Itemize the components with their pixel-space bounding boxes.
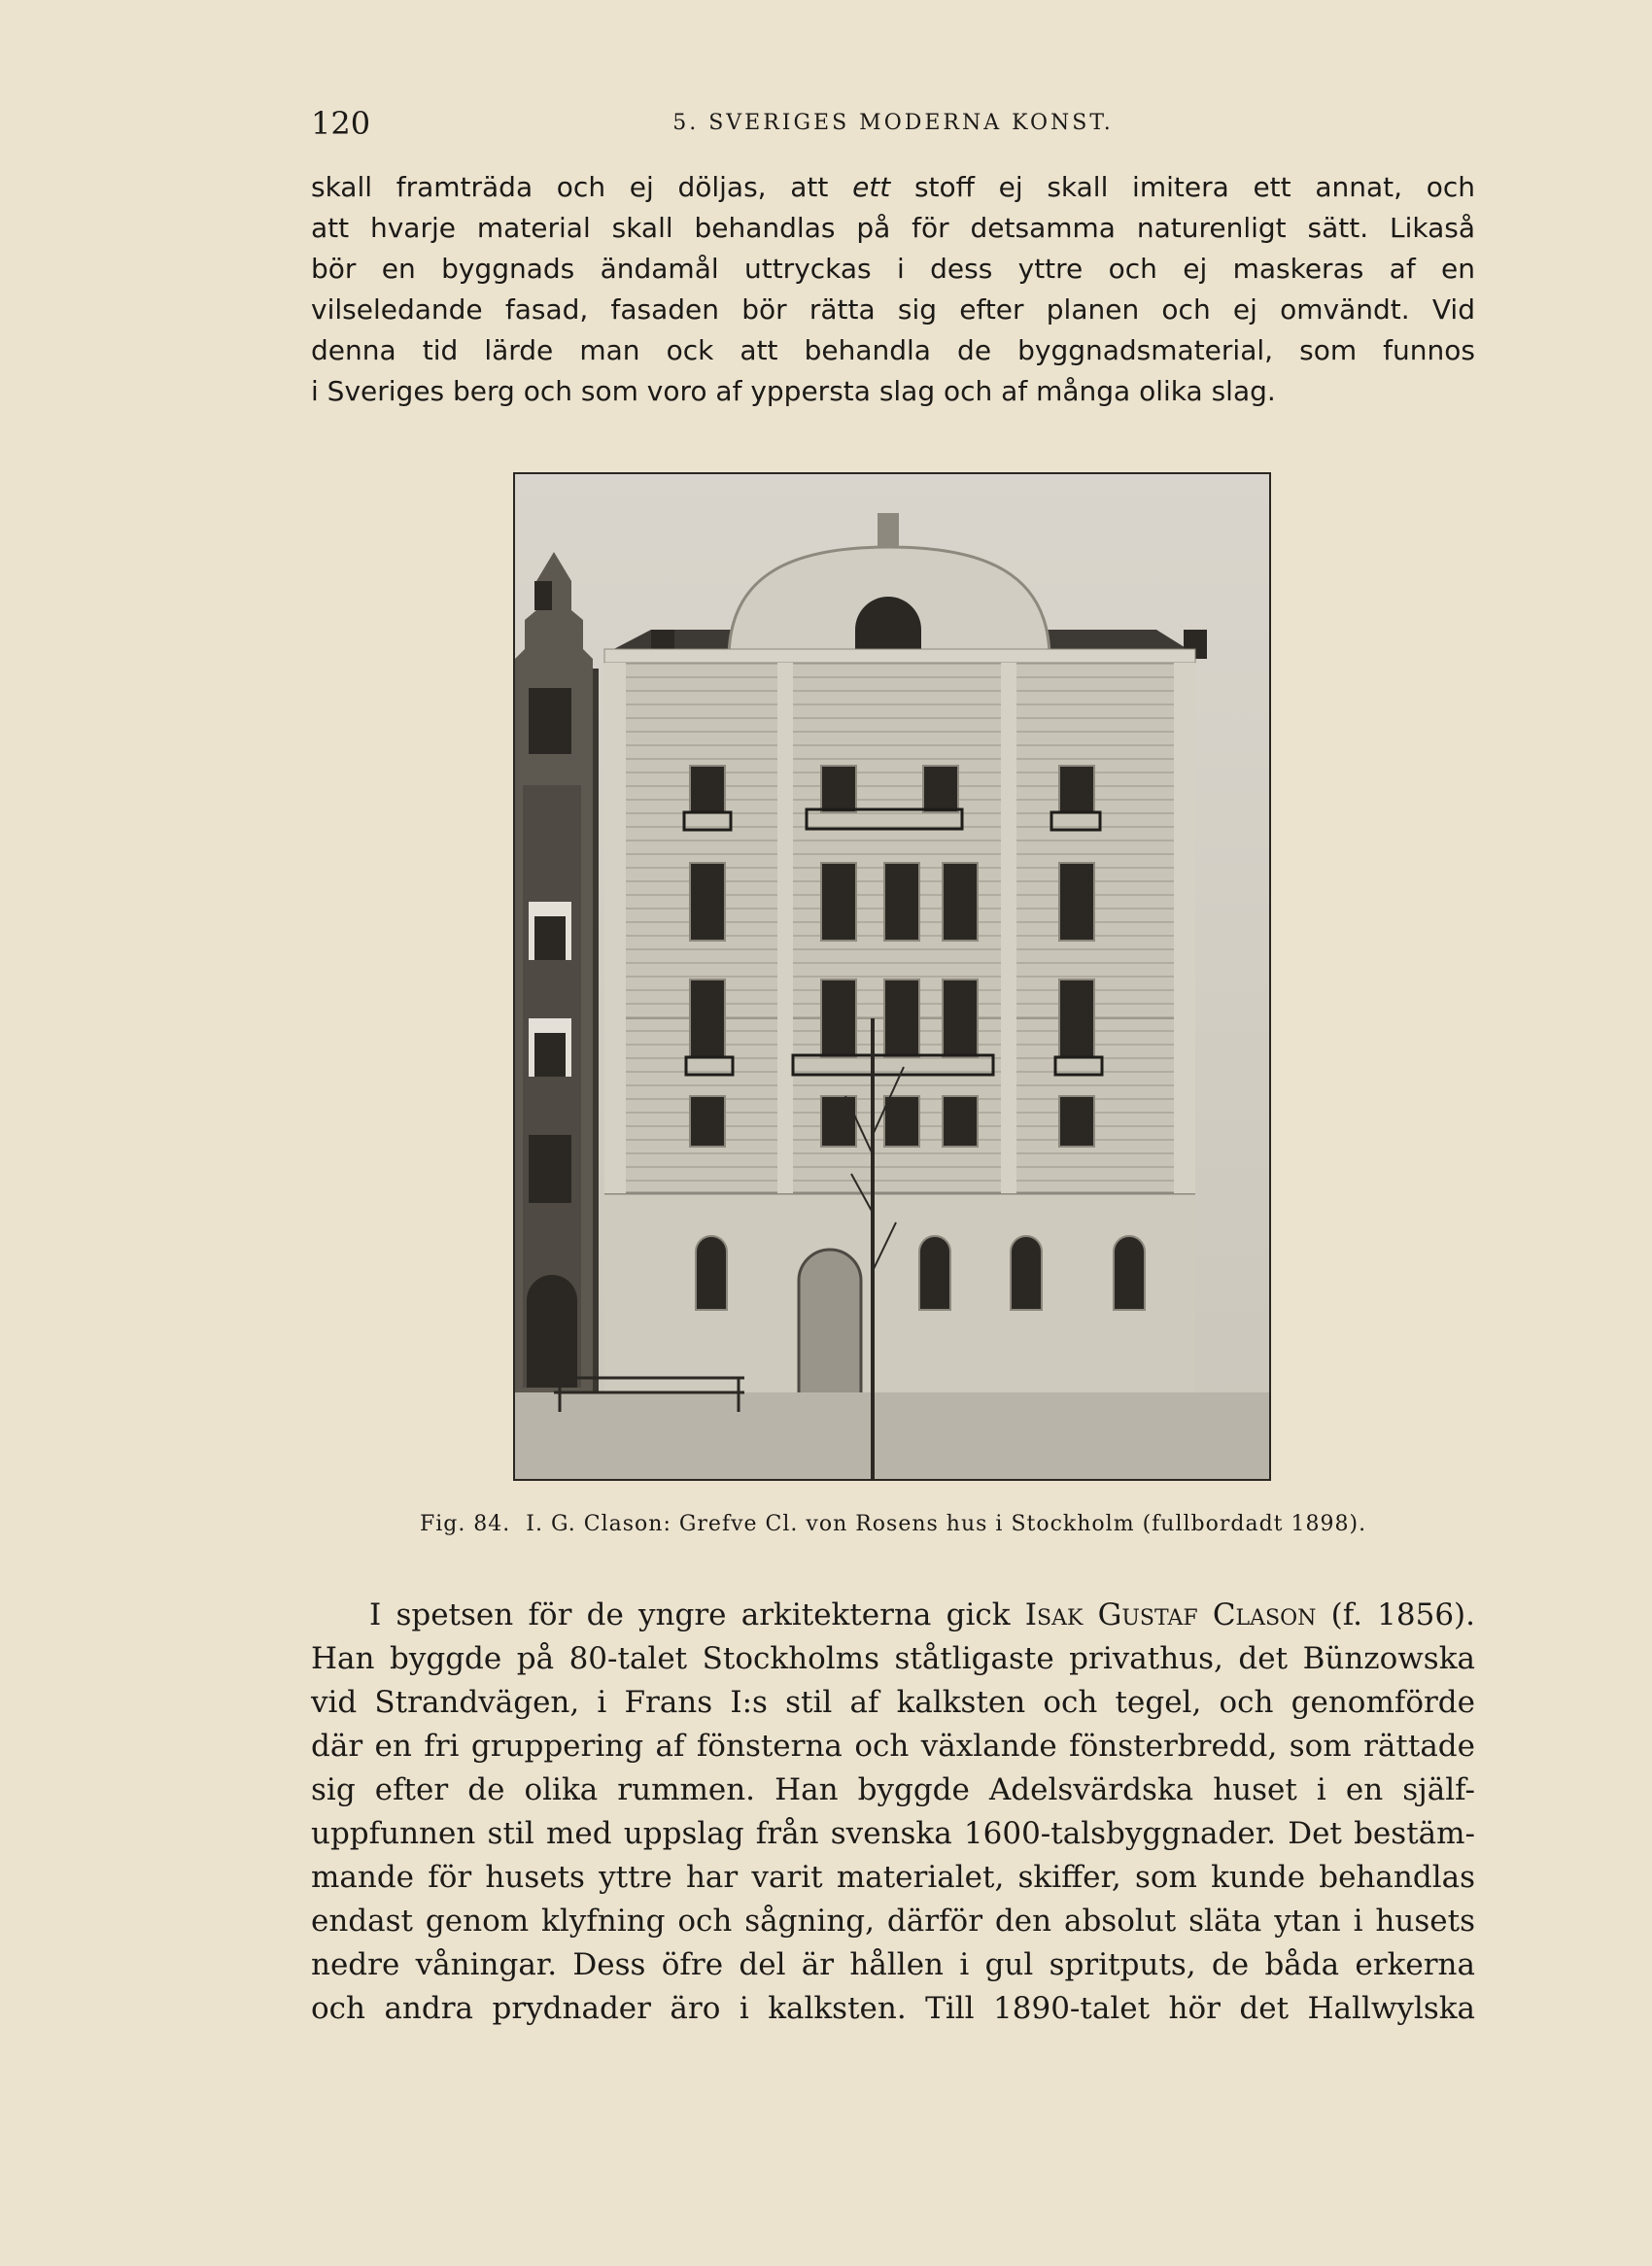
- text-line: uppfunnen stil med uppslag från svenska 1600-talsbyggnader. Det bestäm-: [311, 1816, 1475, 1851]
- text-line: endast genom klyfning och sågning, därför den absolut släta ytan i husets: [311, 1904, 1475, 1939]
- text-line: sig efter de olika rummen. Han byggde Adelsvärdska huset i en själf-: [311, 1772, 1475, 1807]
- text-segment: stoff ej skall imitera ett annat, och: [890, 171, 1475, 203]
- text-line: [311, 167, 1475, 208]
- figure-caption-text: I. G. Clason: Grefve Cl. von Rosens hus i Stockholm (fullbordadt 1898).: [526, 1512, 1367, 1536]
- text-line: och andra prydnader äro i kalksten. Till 1890-talet hör det Hallwylska: [311, 1991, 1475, 2026]
- text-line: denna tid lärde man ock att behandla de byggnadsmaterial, som funnos: [311, 334, 1475, 366]
- street: [515, 1392, 1269, 1479]
- running-head: [311, 105, 1475, 144]
- text-line: där en fri gruppering af fönsterna och växlande fönsterbredd, som rättade: [311, 1729, 1475, 1764]
- top-paragraph: [311, 167, 1475, 412]
- text-line: att hvarje material skall behandlas på för detsamma naturenligt sätt. Likaså: [311, 212, 1475, 244]
- text-line: vid Strandvägen, i Frans I:s stil af kalksten och tegel, och genomförde: [311, 1685, 1475, 1720]
- building-photograph: [513, 472, 1271, 1481]
- text-segment: skall framträda och ej döljas, att: [311, 171, 853, 203]
- text-line: [311, 1594, 1475, 1637]
- facade-illustration: [515, 474, 1269, 1479]
- italic-word: ett: [852, 171, 891, 203]
- neighbour-building: [515, 552, 599, 1397]
- chapter-title: 5. SVERIGES MODERNA KONST.: [672, 111, 1114, 135]
- text-line: vilseledande fasad, fasaden bör rätta sig efter planen och ej omvändt. Vid: [311, 293, 1475, 326]
- entrance-door: [799, 1250, 861, 1397]
- page-number: 120: [311, 105, 371, 142]
- text-line: nedre våningar. Dess öfre del är hållen i gul spritputs, de båda erkerna: [311, 1947, 1475, 1982]
- text-segment: (f. 1856).: [1316, 1597, 1475, 1632]
- figure-caption: [311, 1512, 1475, 1536]
- text-line: Han byggde på 80-talet Stockholms ståtligaste privathus, det Bünzowska: [311, 1641, 1475, 1676]
- text-line: mande för husets yttre har varit materialet, skiffer, som kunde behandlas: [311, 1860, 1475, 1895]
- figure-number: Fig. 84.: [419, 1512, 511, 1536]
- text-line: i Sveriges berg och som voro af yppersta slag och af många olika slag.: [311, 375, 1276, 407]
- body-paragraph: [311, 1594, 1475, 2031]
- text-line: bör en byggnads ändamål uttryckas i dess yttre och ej maskeras af en: [311, 253, 1475, 285]
- architect-name: Isak Gustaf Clason: [1024, 1597, 1317, 1632]
- text-segment: I spetsen för de yngre arkitekterna gick: [369, 1597, 1025, 1632]
